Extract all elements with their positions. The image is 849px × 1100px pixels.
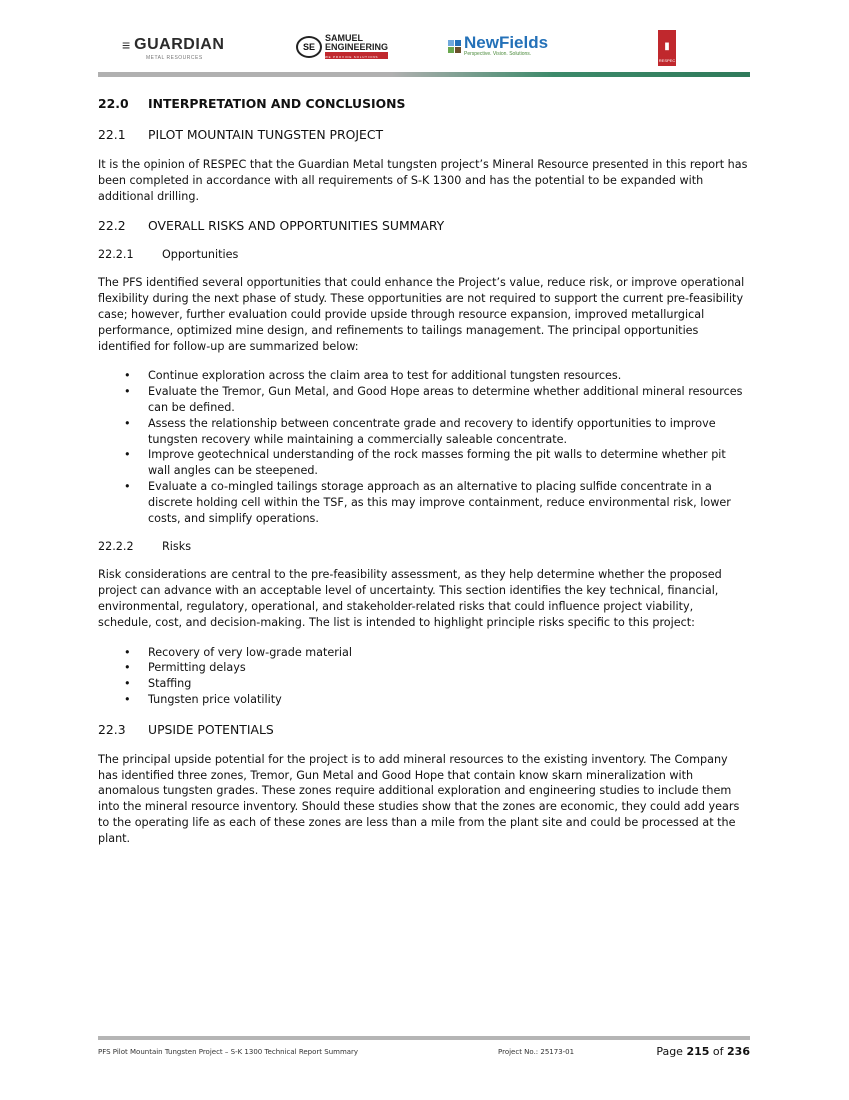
subsection-heading-22-2 [98,218,750,233]
guardian-logo-name: GUARDIAN [134,36,225,53]
guardian-logo [122,36,225,61]
page-of: of [712,1045,724,1058]
subsection-title: PILOT MOUNTAIN TUNGSTEN PROJECT [148,127,384,142]
respec-mark-icon: ▮ [664,41,670,52]
page-footer [98,1046,750,1062]
newfields-squares-icon [448,40,461,53]
respec-logo [658,30,676,66]
paragraph-22-1: It is the opinion of RESPEC that the Guardian Metal tungsten project’s Mineral Resource presented in this report has been completed in accordance with all requirements of S-K 1300 and has the potential to be expanded with additional drilling. [98,158,748,203]
subsubsection-title: Opportunities [162,248,239,262]
risks-list [98,645,750,708]
section-number: 22.0 [98,96,129,111]
subsubsection-number: 22.2.1 [98,248,134,262]
samuel-logo-line2: ENGINEERING [325,43,388,55]
list-item: • Tungsten price volatility [148,692,750,708]
paragraph-risks: Risk considerations are central to the pre-feasibility assessment, as they help determine whether the proposed project can advance with an acceptable level of uncertainty. This section identifies the key technical, financial, environmental, regulatory, operational, and stakeholder-related risks that could influence project viability, schedule, cost, and decision-making. The list is intended to highlight principle risks specific to this project: [98,568,722,629]
subsubsection-number: 22.2.2 [98,540,134,554]
newfields-logo-tagline: Perspective. Vision. Solutions. [464,51,532,57]
list-item: • Evaluate the Tremor, Gun Metal, and Good Hope areas to determine whether additional mineral resources can be defined. [148,384,750,416]
section-title: INTERPRETATION AND CONCLUSIONS [148,96,406,111]
subsection-heading-22-3 [98,722,750,737]
list-item: • Continue exploration across the claim area to test for additional tungsten resources. [148,368,750,384]
samuel-logo-line1: SAMUEL [325,33,363,43]
list-item: • Permitting delays [148,660,750,676]
list-item: • Assess the relationship between concentrate grade and recovery to identify opportunities to improve tungsten recovery while maintaining a commercially saleable concentrate. [148,416,750,448]
guardian-lines-icon: ≡ [122,37,131,53]
page-content [98,96,750,861]
subsection-number: 22.1 [98,127,126,142]
footer-page-number [656,1045,750,1058]
list-item: • Recovery of very low-grade material [148,645,750,661]
header-rule [98,72,750,77]
paragraph-upside: The principal upside potential for the project is to add mineral resources to the existing inventory. The Company has identified three zones, Tremor, Gun Metal and Good Hope that contain know skarn mineralization with anomalous tungsten grades. These zones require additional exploration and engineering studies to include them into the mineral resource inventory. Should these studies show that the zones are economic, they could add years to the operating life as each of these zones are less than a mile from the plant site and could be processed at the plant. [98,752,740,845]
newfields-logo [448,34,548,57]
opportunities-list [98,368,750,526]
list-item: • Evaluate a co-mingled tailings storage approach as an alternative to placing sulfide concentrate in a discrete holding cell within the TSF, as this may improve containment, reduce environmental risk, lower costs, and simplify operations. [148,479,750,526]
samuel-logo-tagline: WE PROVIDE SOLUTIONS [325,55,388,59]
page-header [98,30,750,78]
footer-project-number: Project No.: 25173-01 [498,1048,575,1056]
guardian-logo-sub: METAL RESOURCES [146,55,203,61]
list-item: • Staffing [148,676,750,692]
se-badge-icon: SE [296,36,322,58]
subsubsection-title: Risks [162,540,192,554]
section-heading [98,96,750,111]
subsection-title: OVERALL RISKS AND OPPORTUNITIES SUMMARY [148,218,445,234]
subsubsection-heading-22-2-2 [98,540,750,553]
respec-logo-name: RESPEC [658,58,676,63]
subsection-title: UPSIDE POTENTIALS [148,721,274,737]
subsection-number: 22.2 [98,218,126,234]
list-item: • Improve geotechnical understanding of the rock masses forming the pit walls to determine whether pit wall angles can be steepened. [148,447,750,479]
paragraph-opportunities: The PFS identified several opportunities that could enhance the Project’s value, reduce risk, or improve operational flexibility during the next phase of study. These opportunities are not required to support the current pre-feasibility case; however, further evaluation could provide upside through resource expansion, improved metallurgical performance, optimized mine design, and refinements to tailings management. The principal opportunities identified for follow-up are summarized below: [98,276,745,353]
footer-rule [98,1036,750,1040]
page-word: Page [656,1045,683,1058]
newfields-logo-name: NewFields [464,33,549,52]
samuel-engineering-logo [296,34,388,59]
subsection-number: 22.3 [98,721,126,737]
subsubsection-heading-22-2-1 [98,248,750,261]
subsection-heading-22-1 [98,127,750,142]
footer-report-title: PFS Pilot Mountain Tungsten Project – S-K 1300 Technical Report Summary [98,1048,359,1056]
page-total: 236 [727,1045,750,1058]
page-current: 215 [686,1045,710,1058]
